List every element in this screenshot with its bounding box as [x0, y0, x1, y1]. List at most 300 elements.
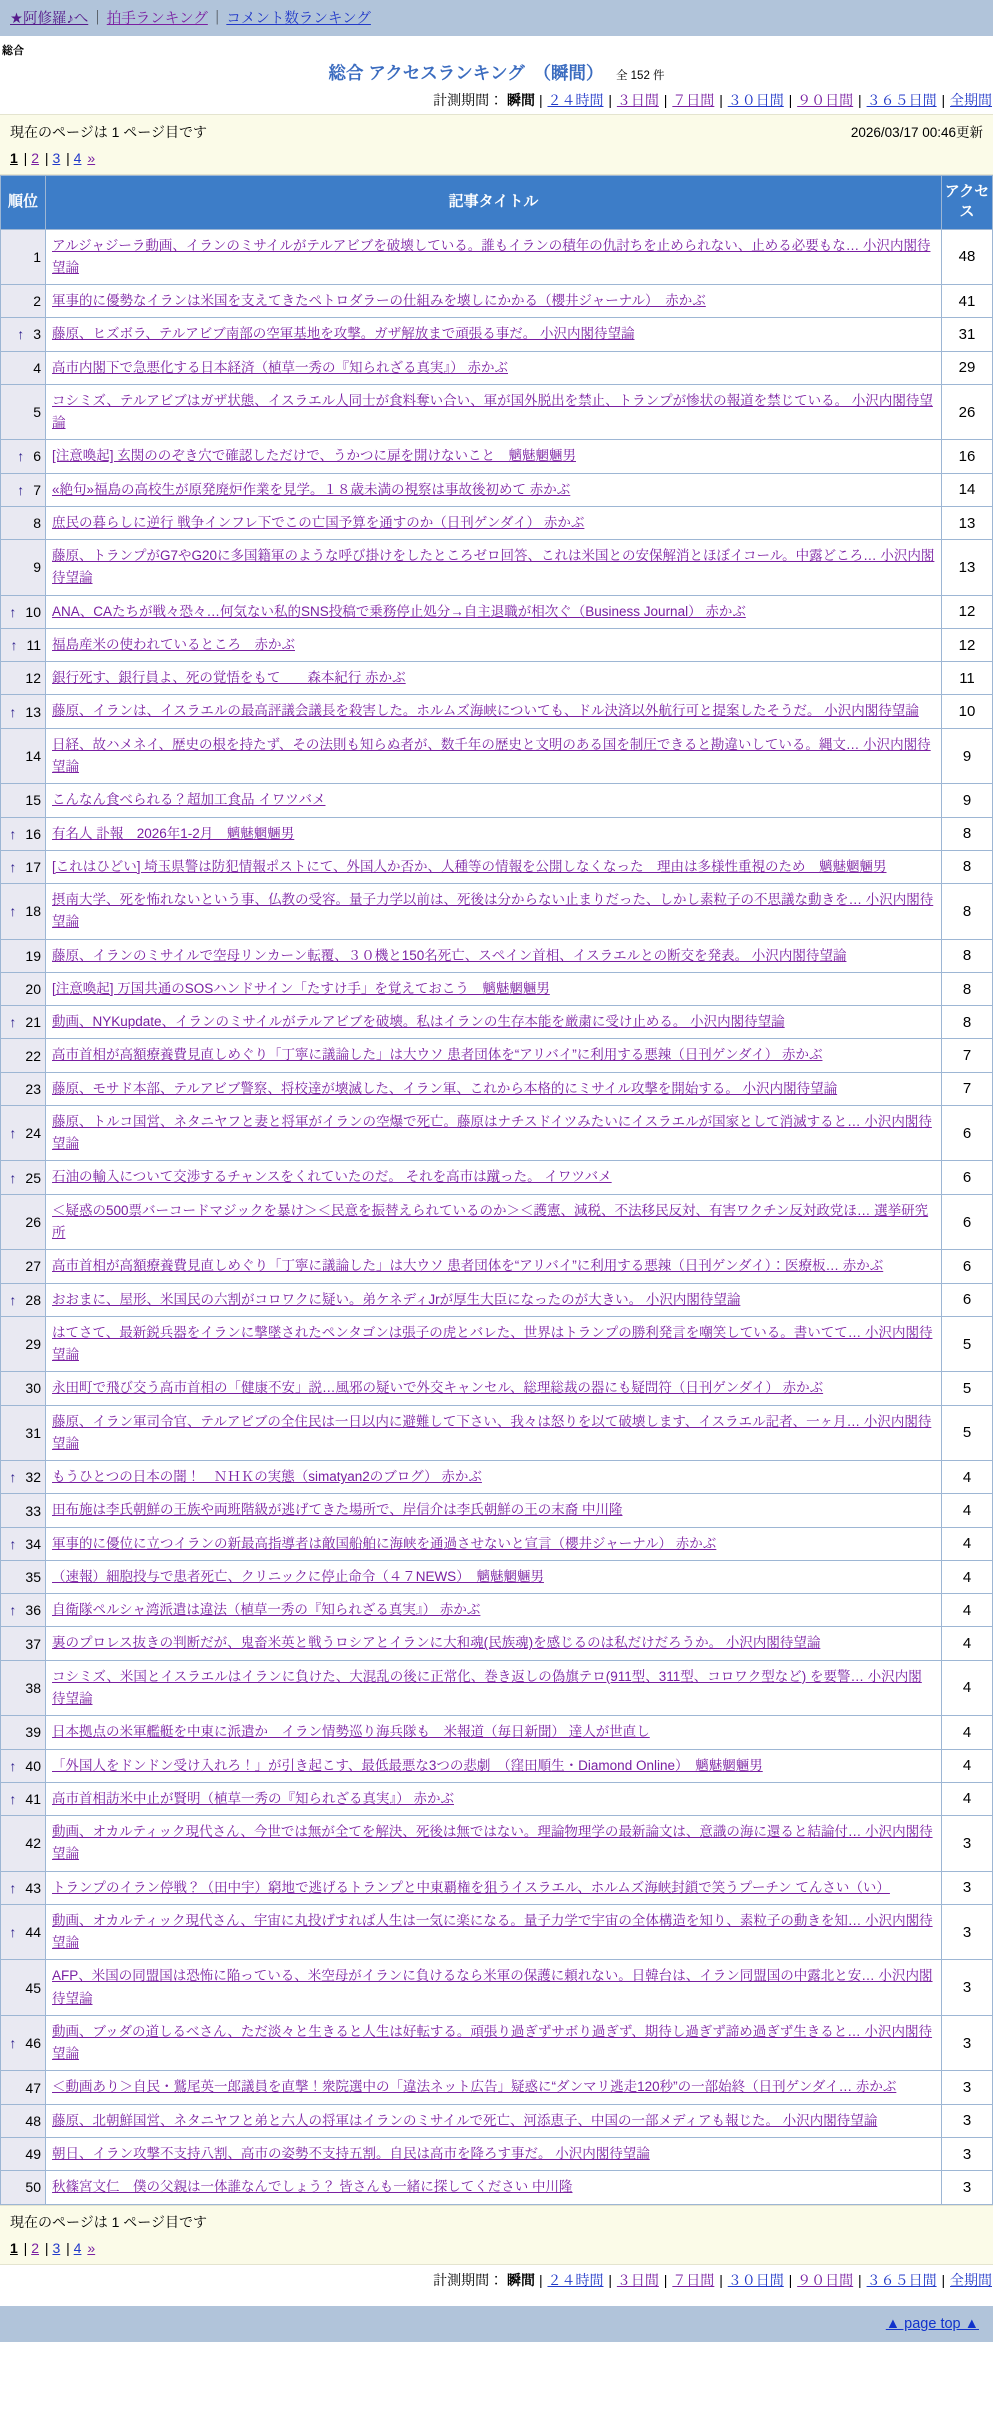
table-row: [1, 1871, 993, 1904]
table-row: [1, 1527, 993, 1560]
title-cell: [46, 972, 942, 1005]
rank-number: 23: [25, 1080, 41, 1097]
table-row: [1, 1194, 993, 1250]
article-link[interactable]: «絶句»福島の高校生が原発廃炉作業を見学。１８歳未満の視察は事故後初めて 赤かぶ: [52, 481, 571, 497]
table-row: [1, 662, 993, 695]
title-cell: [46, 2015, 942, 2071]
table-row: [1, 972, 993, 1005]
title-cell: [46, 2071, 942, 2104]
bottom-whitespace: [0, 2342, 993, 2388]
rank-up-icon: ↑: [9, 2035, 17, 2052]
title-cell: [46, 1316, 942, 1372]
article-link[interactable]: もうひとつの日本の闇！ ＮＨＫの実態（simatyan2のブログ） 赤かぶ: [52, 1469, 482, 1485]
rank-cell: [1, 1461, 46, 1494]
article-link[interactable]: 庶民の暮らしに逆行 戦争インフレ下でこの亡国予算を通すのか（日刊ゲンダイ） 赤かぶ: [52, 514, 585, 530]
period-option[interactable]: ３日間: [616, 2271, 659, 2288]
rank-number: 6: [33, 448, 41, 465]
rank-number: 11: [26, 637, 41, 654]
period-current: 瞬間: [507, 2271, 536, 2288]
access-count: 41: [942, 285, 993, 318]
rank-number: 36: [25, 1602, 41, 1619]
table-row: [1, 1283, 993, 1316]
rank-cell: [1, 1782, 46, 1815]
table-row: [1, 440, 993, 473]
access-count: 48: [942, 229, 993, 285]
table-row: [1, 884, 993, 940]
board-label: 総合: [2, 45, 24, 57]
rank-number: 29: [25, 1336, 41, 1353]
article-link[interactable]: おおまに、屋形、米国民の六割がコロワクに疑い。弟ケネディJrが厚生大臣になったのが大きい。 小沢内閣待望論: [52, 1291, 741, 1307]
title-cell: [46, 1904, 942, 1960]
rank-cell: [1, 1250, 46, 1283]
rank-cell: [1, 1072, 46, 1105]
title-cell: [46, 1782, 942, 1815]
rank-number: 24: [25, 1125, 41, 1142]
rank-cell: [1, 1627, 46, 1660]
table-row: [1, 939, 993, 972]
article-link[interactable]: コシミズ、テルアビブはガザ状態、イスラエル人同士が食料奪い合い、軍が国外脱出を禁止、トランプが惨状の報道を禁じている。 小沢内閣待望論: [52, 392, 933, 431]
title-cell: [46, 1627, 942, 1660]
article-link[interactable]: はてさて、最新鋭兵器をイランに撃墜されたペンタゴンは張子の虎とバレた、世界はトランプの勝利発言を嘲笑している。書いてて… 小沢内閣待望論: [52, 1324, 933, 1363]
access-count: 4: [942, 1660, 993, 1716]
ranking-table-body: [1, 229, 993, 2204]
table-row: [1, 1072, 993, 1105]
article-link[interactable]: トランプのイラン停戦？（田中宇）窮地で逃げるトランプと中東覇権を狙うイスラエル、ホルムズ海峡封鎖で笑うプーチン てんさい（い）: [52, 1879, 890, 1895]
article-link[interactable]: 福島産米の使われているところ 赤かぶ: [52, 636, 295, 652]
article-link[interactable]: 藤原、イラン軍司令官、テルアビブの全住民は一日以内に避難して下さい、我々は怒りを以て破壊します、イスラエル記者、一ヶ月… 小沢内閣待望論: [52, 1413, 932, 1451]
access-count: 5: [942, 1405, 993, 1461]
rank-up-icon: ↑: [9, 1602, 17, 1619]
title-cell: [46, 1871, 942, 1904]
article-link[interactable]: 動画、ブッダの道しるべさん、ただ淡々と生きると人生は好転する。頑張り過ぎずサボり過ぎず、期待し過ぎず諦め過ぎず生きると… 小沢内閣待望論: [52, 2023, 933, 2062]
rank-up-icon: ↑: [10, 637, 18, 654]
page-number-link[interactable]: 4: [73, 2239, 82, 2256]
rank-up-icon: ↑: [9, 1291, 17, 1308]
rank-number: 35: [25, 1569, 41, 1586]
title-cell: [46, 1660, 942, 1716]
title-cell: [46, 1105, 942, 1161]
rank-number: 43: [25, 1879, 41, 1896]
article-link[interactable]: 永田町で飛び交う高市首相の「健康不安」説…風邪の疑いで外交キャンセル、総理総裁の器にも疑問符（日刊ゲンダイ） 赤かぶ: [52, 1380, 824, 1396]
rank-number: 42: [25, 1835, 41, 1852]
article-link[interactable]: 摂南大学、死を怖れないという事、仏教の受容。量子力学以前は、死後は分からない止まりだった、しかし素粒子の不思議な動きを… 小沢内閣待望論: [52, 892, 934, 930]
rank-cell: [1, 728, 46, 784]
title-cell: [46, 728, 942, 784]
rank-cell: [1, 318, 46, 351]
article-link[interactable]: 軍事的に優勢なイランは米国を支えてきたペトロダラーの仕組みを壊しにかかる（櫻井ジャーナル） 赤かぶ: [52, 293, 706, 309]
nav-link-comment-ranking[interactable]: コメント数ランキング: [226, 11, 371, 27]
period-option[interactable]: ３日間: [616, 92, 659, 108]
rank-cell: [1, 229, 46, 285]
table-row: [1, 1405, 993, 1461]
rank-number: 17: [25, 858, 41, 875]
article-link[interactable]: 藤原、北朝鮮国営、ネタニヤフと弟と六人の将軍はイランのミサイルで死亡、河添恵子、中国の一部メディアも報じた。 小沢内閣待望論: [52, 2112, 878, 2128]
access-count: 3: [942, 1904, 993, 1960]
article-link[interactable]: 軍事的に優位に立つイランの新最高指導者は敵国船舶に海峡を通過させないと宣言（櫻井ジャーナル） 赤かぶ: [52, 1535, 717, 1551]
article-link[interactable]: 日本拠点の米軍艦艇を中東に派遣か イラン情勢巡り海兵隊も 米報道（毎日新聞） 達人が世直し: [52, 1724, 650, 1740]
table-row: [1, 1161, 993, 1194]
title-cell: [46, 628, 942, 661]
rank-number: 18: [25, 903, 41, 920]
period-option[interactable]: ２４時間: [547, 92, 604, 108]
rank-up-icon: ↑: [9, 703, 17, 720]
article-link[interactable]: 田布施は李氏朝鮮の王族や両班階級が逃げてきた場所で、岸信介は李氏朝鮮の王の末裔 中川隆: [52, 1502, 623, 1518]
article-link[interactable]: 「外国人をドンドン受け入れろ！」が引き起こす、最低最悪な3つの悲劇 （窪田順生・Diamond Online） 魑魅魍魎男: [52, 1757, 763, 1773]
rank-cell: [1, 817, 46, 850]
nav-separator: ｜: [90, 11, 105, 27]
page-number-link[interactable]: 3: [52, 2239, 61, 2256]
title-cell: [46, 1006, 942, 1039]
rank-up-icon: ↑: [9, 603, 17, 620]
page-number-current[interactable]: 1: [10, 2239, 18, 2256]
rank-number: 25: [25, 1169, 41, 1186]
article-link[interactable]: 日経、故ハメネイ、歴史の根を持たず、その法則も知らぬ者が、数千年の歴史と文明のある国を制圧できると勘違いしている。縄文… 小沢内閣待望論: [52, 736, 931, 775]
table-row: [1, 1372, 993, 1405]
rank-cell: [1, 1594, 46, 1627]
article-link[interactable]: [注意喚起] 万国共通のSOSハンドサイン「たすけ手」を覚えておこう 魑魅魍魎男: [52, 980, 550, 996]
access-count: 5: [942, 1316, 993, 1372]
rank-cell: [1, 285, 46, 318]
access-count: 16: [942, 440, 993, 473]
table-row: [1, 628, 993, 661]
access-count: 8: [942, 1006, 993, 1039]
access-count: 13: [942, 540, 993, 596]
table-row: [1, 784, 993, 817]
table-row: [1, 1316, 993, 1372]
access-count: 6: [942, 1250, 993, 1283]
access-count: 11: [942, 662, 993, 695]
rank-cell: [1, 1560, 46, 1593]
rank-cell: [1, 784, 46, 817]
title-cell: [46, 2137, 942, 2170]
rank-number: 44: [25, 1924, 41, 1941]
title-cell: [46, 1816, 942, 1872]
access-count: 4: [942, 1782, 993, 1815]
rank-cell: [1, 1716, 46, 1749]
article-link[interactable]: 高市首相が高額療養費見直しめぐり「丁寧に議論した」は大ウソ 患者団体を“アリバイ”に利用する悪辣（日刊ゲンダイ）：医療板… 赤かぶ: [52, 1258, 884, 1274]
rank-cell: [1, 695, 46, 728]
article-link[interactable]: 自衛隊ペルシャ湾派遣は違法（植草一秀の『知られざる真実』） 赤かぶ: [52, 1602, 481, 1618]
article-link[interactable]: 藤原、イランのミサイルで空母リンカーン転覆、３０機と150名死亡、スペイン首相、イスラエルとの断交を発表。 小沢内閣待望論: [52, 947, 847, 963]
article-link[interactable]: [注意喚起] 玄関ののぞき穴で確認しただけで、うかつに扉を開けないこと 魑魅魍魎男: [52, 448, 576, 464]
rank-number: 48: [25, 2112, 41, 2129]
table-row: [1, 850, 993, 883]
period-option[interactable]: ３０日間: [727, 92, 784, 108]
page-number-link[interactable]: »: [87, 2239, 96, 2256]
access-count: 3: [942, 2015, 993, 2071]
rank-number: 41: [25, 1790, 41, 1807]
table-row: [1, 1782, 993, 1815]
rank-number: 39: [25, 1724, 41, 1741]
access-count: 6: [942, 1194, 993, 1250]
article-link[interactable]: コシミズ、米国とイスラエルはイランに負けた、大混乱の後に正常化、巻き返しの偽旗テロ(911型、311型、コロワク型など) を要警… 小沢内閣待望論: [52, 1668, 922, 1706]
rank-number: 4: [33, 359, 41, 376]
ranking-table: [0, 175, 993, 2205]
title-cell: [46, 1960, 942, 2016]
page-status: 現在のページは 1 ページ目です: [10, 124, 208, 140]
rank-number: 33: [25, 1502, 41, 1519]
table-row: [1, 1560, 993, 1593]
rank-cell: [1, 2171, 46, 2204]
article-link[interactable]: 動画、NYKupdate、イランのミサイルがテルアビブを破壊。私はイランの生存本能を厳粛に受け止める。 小沢内閣待望論: [52, 1014, 785, 1030]
article-link[interactable]: 藤原、トルコ国営、ネタニヤフと妻と将軍がイランの空爆で死亡。藤原はナチスドイツみたいにイスラエルが国家として消滅すると… 小沢内閣待望論: [52, 1113, 932, 1152]
rank-cell: [1, 1816, 46, 1872]
pagination-bottom: 1 | 2 | 3 | 4 »: [10, 2239, 96, 2256]
pager-box-bottom: [0, 2205, 993, 2265]
table-row: [1, 1250, 993, 1283]
title-cell: [46, 939, 942, 972]
article-link[interactable]: ＜動画あり＞自民・鷲尾英一郎議員を直撃！衆院選中の「違法ネット広告」疑惑に“ダンマリ逃走120秒”の一部始終（日刊ゲンダイ… 赤かぶ: [52, 2079, 897, 2095]
article-link[interactable]: 朝日、イラン攻撃不支持八割、高市の姿勢不支持五割。自民は高市を降ろす事だ。 小沢内閣待望論: [52, 2145, 650, 2161]
table-row: [1, 1105, 993, 1161]
rank-number: 8: [33, 515, 41, 532]
table-row: [1, 1904, 993, 1960]
article-link[interactable]: 動画、オカルティック現代さん、宇宙に丸投げすれば人生は一気に楽になる。量子力学で宇宙の全体構造を知り、素粒子の動きを知… 小沢内閣待望論: [52, 1912, 933, 1951]
title-cell: [46, 1372, 942, 1405]
access-count: 8: [942, 884, 993, 940]
access-count: 4: [942, 1494, 993, 1527]
rank-number: 10: [25, 603, 41, 620]
article-link[interactable]: 裏のプロレス抜きの判断だが、鬼畜米英と戦うロシアとイランに大和魂(民族魂)を感じるのは私だけだろうか。 小沢内閣待望論: [52, 1635, 821, 1651]
rank-cell: [1, 440, 46, 473]
rank-up-icon: ↑: [9, 1790, 17, 1807]
title-cell: [46, 285, 942, 318]
table-header-row: [1, 176, 993, 230]
rank-number: 31: [25, 1424, 41, 1441]
rank-number: 19: [25, 947, 41, 964]
total-count: 全 152 件: [615, 70, 665, 82]
page-number-link[interactable]: 2: [31, 2239, 40, 2256]
access-count: 3: [942, 1816, 993, 1872]
access-count: 6: [942, 1105, 993, 1161]
period-label: 計測期間：: [433, 2271, 504, 2288]
table-row: [1, 728, 993, 784]
access-count: 8: [942, 939, 993, 972]
period-bar-top: 計測期間： 瞬間 | ２４時間 | ３日間 | ７日間 | ３０日間 | ９０日間 | ３６５日間 | 全期間: [433, 92, 992, 108]
rank-number: 47: [25, 2079, 41, 2096]
rank-up-icon: ↑: [9, 1879, 17, 1896]
table-row: [1, 2071, 993, 2104]
period-option[interactable]: ３６５日間: [866, 92, 937, 108]
title-cell: [46, 884, 942, 940]
table-row: [1, 595, 993, 628]
rank-number: 45: [25, 1979, 41, 1996]
rank-cell: [1, 384, 46, 440]
table-row: [1, 1960, 993, 2016]
title-cell: [46, 695, 942, 728]
rank-number: 37: [25, 1635, 41, 1652]
access-count: 6: [942, 1283, 993, 1316]
title-cell: [46, 817, 942, 850]
rank-number: 1: [33, 248, 41, 265]
table-row: [1, 1749, 993, 1782]
rank-cell: [1, 1660, 46, 1716]
period-option[interactable]: 全期間: [950, 92, 992, 108]
rank-up-icon: ↑: [9, 1125, 17, 1142]
access-count: 4: [942, 1716, 993, 1749]
rank-cell: [1, 351, 46, 384]
rank-up-icon: ↑: [9, 1757, 17, 1774]
article-link[interactable]: 高市内閣下で急悪化する日本経済（植草一秀の『知られざる真実』） 赤かぶ: [52, 359, 508, 375]
table-row: [1, 229, 993, 285]
access-count: 7: [942, 1072, 993, 1105]
article-link[interactable]: ANA、CAたちが戦々恐々…何気ない私的SNS投稿で乗務停止処分→自主退職が相次ぐ（Business Journal） 赤かぶ: [52, 603, 746, 619]
access-count: 7: [942, 1039, 993, 1072]
nav-link-asyura-home[interactable]: ★阿修羅♪へ: [10, 11, 89, 27]
table-row: [1, 2171, 993, 2204]
title-cell: [46, 1194, 942, 1250]
rank-up-icon: ↑: [9, 1924, 17, 1941]
period-option[interactable]: ３６５日間: [866, 2271, 937, 2288]
rank-cell: [1, 850, 46, 883]
rank-cell: [1, 884, 46, 940]
article-link[interactable]: 高市首相が高額療養費見直しめぐり「丁寧に議論した」は大ウソ 患者団体を“アリバイ”に利用する悪辣（日刊ゲンダイ） 赤かぶ: [52, 1047, 823, 1063]
title-cell: [46, 1405, 942, 1461]
rank-number: 49: [25, 2146, 41, 2163]
rank-number: 30: [25, 1380, 41, 1397]
rank-number: 15: [25, 792, 41, 809]
rank-number: 2: [33, 293, 41, 310]
title-cell: [46, 540, 942, 596]
article-link[interactable]: AFP、米国の同盟国は恐怖に陥っている、米空母がイランに負けるなら米軍の保護に頼れない。日韓台は、イラン同盟国の中露北と安… 小沢内閣待望論: [52, 1968, 933, 2006]
page-status: 現在のページは 1 ページ目です: [10, 2213, 208, 2230]
article-link[interactable]: （速報）細胞投与で患者死亡、クリニックに停止命令（４７NEWS） 魑魅魍魎男: [52, 1568, 544, 1584]
access-count: 4: [942, 1560, 993, 1593]
rank-number: 16: [25, 825, 41, 842]
rank-number: 50: [25, 2179, 41, 2196]
access-count: 14: [942, 473, 993, 506]
rank-number: 38: [25, 1679, 41, 1696]
article-link[interactable]: 銀行死す、銀行員よ、死の覚悟をもて 森本紀行 赤かぶ: [52, 670, 406, 686]
rank-cell: [1, 1749, 46, 1782]
rank-cell: [1, 2137, 46, 2170]
access-count: 10: [942, 695, 993, 728]
title-cell: [46, 1461, 942, 1494]
rank-number: 40: [25, 1757, 41, 1774]
table-row: [1, 2137, 993, 2170]
table-row: [1, 817, 993, 850]
access-count: 8: [942, 817, 993, 850]
rank-number: 12: [25, 670, 41, 687]
rank-cell: [1, 1105, 46, 1161]
rank-cell: [1, 662, 46, 695]
rank-number: 7: [33, 481, 41, 498]
table-row: [1, 540, 993, 596]
page-number-link[interactable]: 2: [31, 150, 40, 166]
rank-number: 32: [25, 1469, 41, 1486]
period-option[interactable]: ７日間: [672, 92, 715, 108]
article-link[interactable]: 藤原、イランは、イスラエルの最高評議会議長を殺害した。ホルムズ海峡についても、ドル決済以外航行可と提案したそうだ。 小沢内閣待望論: [52, 703, 919, 719]
access-count: 9: [942, 784, 993, 817]
access-count: 6: [942, 1161, 993, 1194]
article-link[interactable]: 秋篠宮文仁 僕の父親は一体誰なんでしょう？ 皆さんも一緒に探してください 中川隆: [52, 2179, 573, 2195]
rank-number: 22: [25, 1047, 41, 1064]
table-row: [1, 318, 993, 351]
access-count: 12: [942, 628, 993, 661]
rank-number: 27: [25, 1258, 41, 1275]
article-link[interactable]: 動画、オカルティック現代さん、今世では無が全てを解決、死後は無ではない。理論物理学の最新論文は、意識の海に還ると結論付… 小沢内閣待望論: [52, 1824, 933, 1862]
rank-number: 3: [33, 326, 41, 343]
rank-number: 34: [25, 1535, 41, 1552]
rank-cell: [1, 1904, 46, 1960]
rank-up-icon: ↑: [9, 1535, 17, 1552]
access-count: 29: [942, 351, 993, 384]
rank-cell: [1, 1372, 46, 1405]
rank-up-icon: ↑: [9, 1169, 17, 1186]
title-cell: [46, 1161, 942, 1194]
page-number-link[interactable]: 4: [73, 150, 82, 166]
table-row: [1, 351, 993, 384]
rank-number: 9: [33, 559, 41, 576]
title-cell: [46, 1749, 942, 1782]
rank-cell: [1, 1871, 46, 1904]
title-cell: [46, 1039, 942, 1072]
nav-link-clap-ranking[interactable]: 拍手ランキング: [106, 11, 208, 27]
title-cell: [46, 662, 942, 695]
article-link[interactable]: アルジャジーラ動画、イランのミサイルがテルアビブを破壊している。誰もイランの積年の仇討ちを止められない、止める必要もな… 小沢内閣待望論: [52, 237, 931, 275]
title-cell: [46, 1594, 942, 1627]
article-link[interactable]: 石油の輸入について交渉するチャンスをくれていたのだ。 それを高市は蹴った。 イワツバメ: [52, 1169, 612, 1185]
rank-cell: [1, 2071, 46, 2104]
period-option[interactable]: ９０日間: [797, 92, 854, 108]
title-cell: [46, 2171, 942, 2204]
period-option[interactable]: 全期間: [950, 2271, 992, 2288]
rank-cell: [1, 1316, 46, 1372]
table-row: [1, 2015, 993, 2071]
access-count: 3: [942, 1960, 993, 2016]
page-top-link[interactable]: ▲ page top ▲: [885, 2315, 979, 2332]
access-count: 3: [942, 2104, 993, 2137]
title-cell: [46, 229, 942, 285]
title-cell: [46, 440, 942, 473]
access-count: 4: [942, 1749, 993, 1782]
page-number-current[interactable]: 1: [10, 150, 18, 166]
article-link[interactable]: ＜疑惑の500票バーコードマジックを暴け＞＜民意を振替えられているのか＞＜護憲、減税、不法移民反対、有害ワクチン反対政党ほ… 選挙研究所: [52, 1202, 929, 1240]
top-nav-bar: [0, 0, 993, 36]
period-option[interactable]: ９０日間: [797, 2271, 854, 2288]
period-option[interactable]: ７日間: [672, 2271, 715, 2288]
article-link[interactable]: 高市首相訪米中止が賢明（植草一秀の『知られざる真実』） 赤かぶ: [52, 1790, 454, 1806]
title-cell: [46, 784, 942, 817]
article-link[interactable]: 藤原、トランプがG7やG20に多国籍軍のような呼び掛けをしたところゼロ回答、これは米国との安保解消とほぼイコール。中露どころ… 小沢内閣待望論: [52, 548, 935, 586]
rank-up-icon: ↑: [9, 1469, 17, 1486]
page-number-link[interactable]: »: [87, 150, 96, 166]
access-count: 3: [942, 2137, 993, 2170]
header-title: 記事タイトル: [46, 176, 942, 230]
rank-cell: [1, 1161, 46, 1194]
page-top-bar: [0, 2306, 993, 2342]
rank-up-icon: ↑: [9, 825, 17, 842]
rank-cell: [1, 628, 46, 661]
article-link[interactable]: 藤原、モサド本部、テルアビブ警察、将校達が壊滅した、イラン軍、これから本格的にミサイル攻撃を開始する。 小沢内閣待望論: [52, 1080, 838, 1096]
rank-cell: [1, 595, 46, 628]
rank-up-icon: ↑: [9, 1014, 17, 1031]
article-link[interactable]: 藤原、ヒズボラ、テルアビブ南部の空軍基地を攻撃。ガザ解放まで頑張る事だ。 小沢内閣待望論: [52, 326, 635, 342]
access-count: 12: [942, 595, 993, 628]
rank-cell: [1, 1039, 46, 1072]
title-cell: [46, 384, 942, 440]
rank-number: 28: [25, 1291, 41, 1308]
table-row: [1, 1660, 993, 1716]
article-link[interactable]: 有名人 訃報 2026年1-2月 魑魅魍魎男: [52, 825, 295, 841]
page-number-link[interactable]: 3: [52, 150, 61, 166]
rank-up-icon: ↑: [9, 858, 17, 875]
period-option[interactable]: ３０日間: [727, 2271, 784, 2288]
access-count: 4: [942, 1527, 993, 1560]
article-link[interactable]: こんなん食べられる？超加工食品 イワツバメ: [52, 792, 326, 808]
article-link[interactable]: [これはひどい] 埼玉県警は防犯情報ポストにて、外国人か否か、人種等の情報を公開しなくなった 理由は多様性重視のため 魑魅魍魎男: [52, 858, 887, 874]
period-option[interactable]: ２４時間: [547, 2271, 604, 2288]
